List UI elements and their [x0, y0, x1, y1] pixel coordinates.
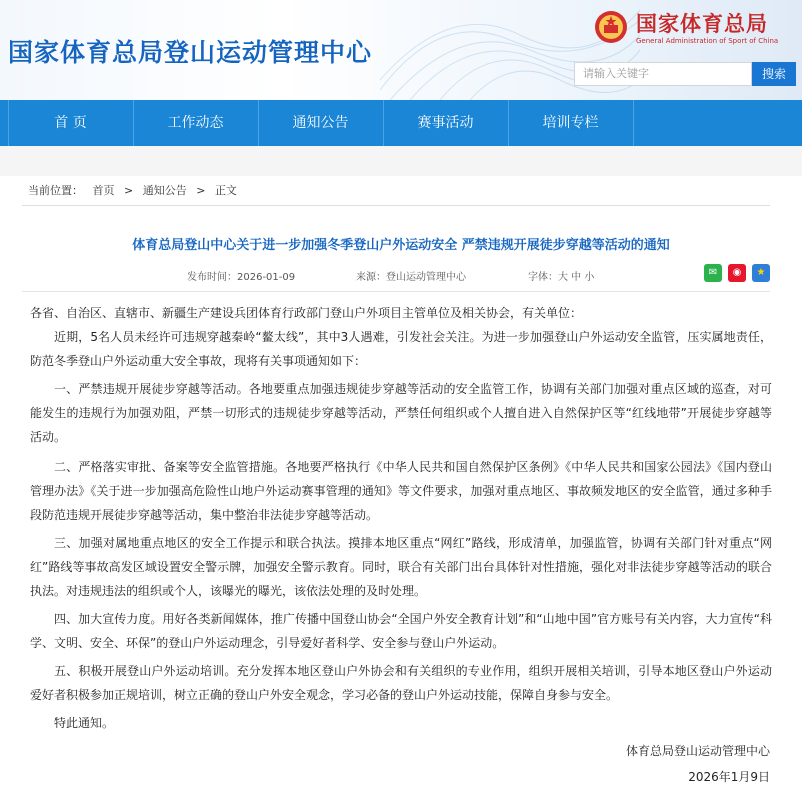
breadcrumb-sep: >: [196, 184, 206, 197]
breadcrumb-notices[interactable]: 通知公告: [142, 184, 187, 197]
content-band: [0, 146, 802, 176]
qzone-star-icon[interactable]: ★: [752, 264, 770, 282]
brand-name[interactable]: 国家体育总局: [636, 12, 768, 36]
article-source: 来源：登山运动管理中心: [356, 272, 466, 283]
nav-item-training[interactable]: 培训专栏: [542, 115, 599, 131]
weibo-icon[interactable]: ◉: [728, 264, 746, 282]
nav-item-events[interactable]: 赛事活动: [417, 115, 474, 131]
paragraph: 一、严禁违规开展徒步穿越等活动。各地要重点加强违规徒步穿越等活动的安全监管工作，协调有关部门加强对重点区域的巡查，对可能发生的违规行为加强劝阻，严禁一切形式的违规徒步穿越等活动，严禁任何组织或个人擅自进入自然保护区等“红线地带”开展徒步穿越等活动。: [30, 382, 772, 444]
wechat-icon[interactable]: ✉: [704, 264, 722, 282]
nav-separator: [633, 100, 634, 146]
paragraph: 近期，5名人员未经许可违规穿越秦岭“鳌太线”，其中3人遇难，引发社会关注。为进一步加强登山户外运动安全监管，压实属地责任，防范冬季登山户外运动重大安全事故，现将有关事项通知如下：: [30, 330, 772, 368]
closing: 特此通知。: [54, 716, 115, 730]
brand-english: General Administration of Sport of China: [636, 37, 779, 45]
breadcrumb-home[interactable]: 首页: [92, 184, 115, 197]
breadcrumb: [28, 182, 243, 198]
main-nav: [0, 100, 802, 146]
divider: [22, 205, 770, 206]
site-header: [0, 0, 802, 100]
paragraph: 四、加大宣传力度。用好各类新闻媒体，推广传播中国登山协会“全国户外安全教育计划”和“山地中国”官方账号有关内容，大力宣传“科学、文明、安全、环保”的登山户外运动理念，引导爱好者科学、安全参与登山户外运动。: [30, 612, 772, 650]
nav-item-home[interactable]: 首 页: [54, 115, 87, 131]
search-button[interactable]: 搜索: [752, 62, 796, 86]
breadcrumb-sep: >: [124, 184, 134, 197]
font-size-selector[interactable]: 字体：大 中 小: [528, 272, 595, 283]
meta-divider: [22, 291, 770, 292]
paragraph: 三、加强对属地重点地区的安全工作提示和联合执法。摸排本地区重点“网红”路线，形成清单，加强监管，协调有关部门针对重点“网红”路线等事故高发区域设置安全警示牌，加强安全警示教育。同时，联合有关部门出台具体针对性措施，强化对非法徒步穿越等活动的联合执法。对违规违法的组织或个人，该曝光的曝光，该依法处理的及时处理。: [30, 536, 772, 598]
publish-date: 发布时间：2026-01-09: [187, 272, 296, 283]
breadcrumb-current: 正文: [214, 184, 237, 197]
paragraph: 二、严格落实审批、备案等安全监管措施。各地要严格执行《中华人民共和国自然保护区条例》《中华人民共和国家公园法》《国内登山管理办法》《关于进一步加强高危险性山地户外运动赛事管理的通知》等文件要求，加强对重点地区、事故频发地区的安全监管，通过多种手段防范违规开展徒步穿越等活动，集中整治非法徒步穿越等活动。: [30, 460, 772, 522]
search-input[interactable]: 请输入关键字: [574, 62, 752, 86]
site-title[interactable]: 国家体育总局登山运动管理中心: [8, 38, 373, 67]
signature: 体育总局登山运动管理中心: [625, 744, 770, 758]
sign-date: 2026年1月9日: [688, 770, 770, 784]
national-emblem-icon: [594, 10, 628, 44]
article-title: 体育总局登山中心关于进一步加强冬季登山户外运动安全 严禁违规开展徒步穿越等活动的通知: [132, 238, 670, 253]
salutation: 各省、自治区、直辖市、新疆生产建设兵团体育行政部门登山户外项目主管单位及相关协会，有关单位：: [30, 306, 583, 320]
nav-item-notices[interactable]: 通知公告: [292, 115, 349, 131]
nav-item-work[interactable]: 工作动态: [167, 115, 224, 131]
paragraph: 五、积极开展登山户外运动培训。充分发挥本地区登山户外协会和有关组织的专业作用，组织开展相关培训，引导本地区登山户外运动爱好者积极参加正规培训，树立正确的登山户外安全观念，学习必备的登山户外运动技能，保障自身参与安全。: [30, 664, 772, 702]
breadcrumb-label: 当前位置：: [28, 184, 83, 197]
